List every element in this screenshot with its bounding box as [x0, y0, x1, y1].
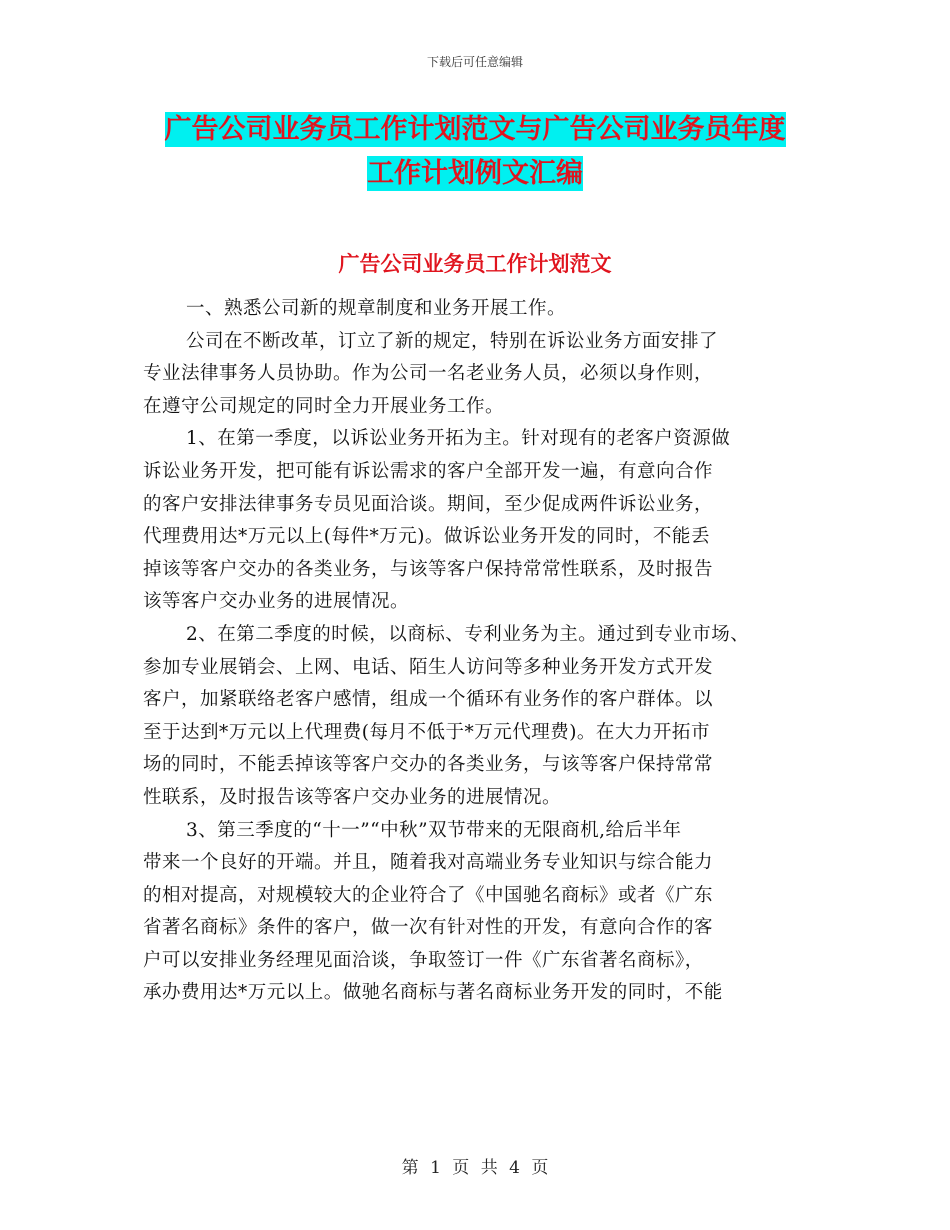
text-line: 省著名商标》条件的客户，做一次有针对性的开发，有意向合作的客 — [143, 917, 714, 939]
text-line: 承办费用达*万元以上。做驰名商标与著名商标业务开发的同时，不能 — [143, 982, 723, 1004]
text-line: 场的同时，不能丢掉该等客户交办的各类业务，与该等客户保持常常 — [143, 754, 714, 776]
document-title — [0, 108, 950, 196]
text-line: 公司在不断改革，订立了新的规定，特别在诉讼业务方面安排了 — [186, 330, 719, 352]
text-line: 掉该等客户交办的各类业务，与该等客户保持常常性联系，及时报告 — [143, 558, 714, 580]
section-title: 广告公司业务员工作计划范文 — [338, 252, 612, 276]
text-line: 参加专业展销会、上网、电话、陌生人访问等多种业务开发方式开发 — [143, 656, 714, 678]
title-line-2: 工作计划例文汇编 — [367, 158, 583, 189]
text-line: 一、熟悉公司新的规章制度和业务开展工作。 — [186, 298, 567, 319]
text-line: 户可以安排业务经理见面洽谈，争取签订一件《广东省著名商标》， — [143, 949, 704, 971]
text-line: 该等客户交办业务的进展情况。 — [143, 591, 410, 613]
text-line: 的相对提高，对规模较大的企业符合了《中国驰名商标》或者《广东 — [143, 884, 714, 906]
header-note: 下载后可任意编辑 — [426, 55, 523, 69]
text-line: 带来一个良好的开端。并且，随着我对高端业务专业知识与综合能力 — [143, 852, 714, 874]
text-line: 代理费用达*万元以上(每件*万元)。做诉讼业务开发的同时，不能丢 — [143, 526, 710, 548]
text-line: 客户，加紧联络老客户感情，组成一个循环有业务作的客户群体。以 — [143, 689, 714, 711]
body-text — [143, 293, 823, 1010]
page-footer: 第 1 页 共 4 页 — [401, 1158, 549, 1178]
text-line: 的客户安排法律事务专员见面洽谈。期间，至少促成两件诉讼业务， — [143, 493, 714, 515]
text-line: 性联系，及时报告该等客户交办业务的进展情况。 — [143, 786, 562, 808]
title-line-1: 广告公司业务员工作计划范文与广告公司业务员年度 — [164, 114, 786, 145]
text-line: 专业法律事务人员协助。作为公司一名老业务人员，必须以身作则， — [143, 363, 714, 385]
text-line: 3、第三季度的“十一”“中秋”双节带来的无限商机,给后半年 — [186, 819, 682, 841]
text-line: 至于达到*万元以上代理费(每月不低于*万元代理费)。在大力开拓市 — [143, 721, 710, 743]
text-line: 诉讼业务开发，把可能有诉讼需求的客户全部开发一遍，有意向合作 — [143, 460, 714, 482]
text-line: 1、在第一季度，以诉讼业务开拓为主。针对现有的老客户资源做 — [186, 428, 731, 450]
text-line: 在遵守公司规定的同时全力开展业务工作。 — [143, 395, 505, 417]
text-line: 2、在第二季度的时候，以商标、专利业务为主。通过到专业市场、 — [186, 623, 750, 645]
